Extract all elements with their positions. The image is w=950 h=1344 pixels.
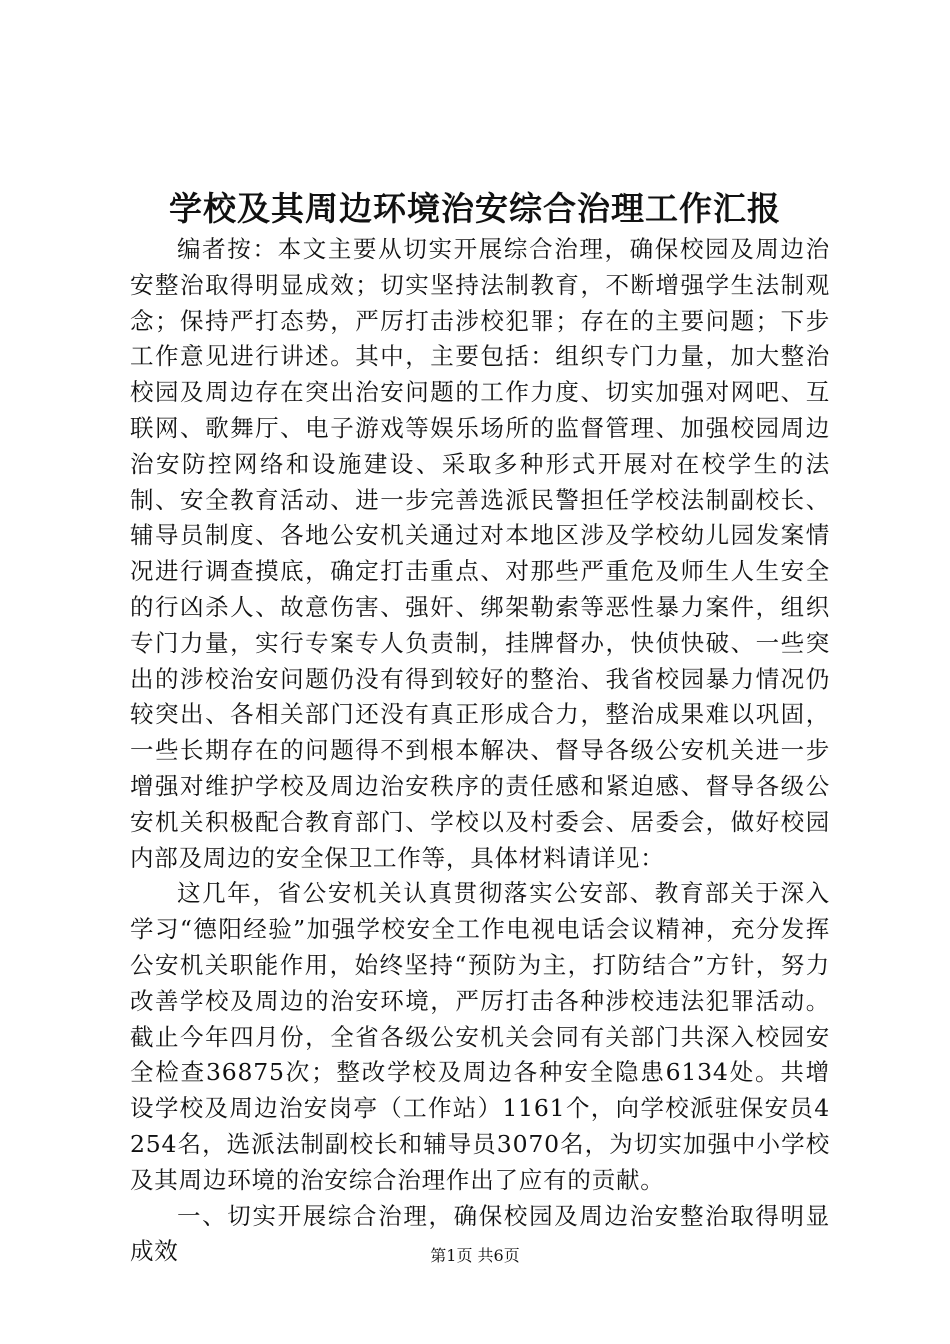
document-title: 学校及其周边环境治安综合治理工作汇报 xyxy=(169,189,781,228)
document-body xyxy=(130,232,830,1270)
section-heading-paragraph: 一、切实开展综合治理，确保校园及周边治安整治取得明显成效 xyxy=(130,1201,830,1266)
intro-paragraph: 这几年，省公安机关认真贯彻落实公安部、教育部关于深入学习“德阳经验”加强学校安全工作电视电话会议精神，充分发挥公安机关职能作用，始终坚持“预防为主，打防结合”方针，努力改善学校及周边的治安环境，严厉打击各种涉校违法犯罪活动。截止今年四月份，全省各级公安机关会同有关部门共深入校园安全检查36875次；整改学校及周边各种安全隐患6134处。共增设学校及周边治安岗亭（工作站）1161个，向学校派驻保安员4254名，选派法制副校长和辅导员3070名，为切实加强中小学校及其周边环境的治安综合治理作出了应有的贡献。 xyxy=(130,879,830,1194)
page-number-footer: 第1页 共6页 xyxy=(430,1246,520,1265)
editor-note-paragraph: 编者按：本文主要从切实开展综合治理，确保校园及周边治安整治取得明显成效；切实坚持法制教育，不断增强学生法制观念；保持严打态势，严厉打击涉校犯罪；存在的主要问题；下步工作意见进行讲述。其中，主要包括：组织专门力量，加大整治校园及周边存在突出治安问题的工作力度、切实加强对网吧、互联网、歌舞厅、电子游戏等娱乐场所的监督管理、加强校园周边治安防控网络和设施建设、采取多种形式开展对在校学生的法制、安全教育活动、进一步完善选派民警担任学校法制副校长、辅导员制度、各地公安机关通过对本地区涉及学校幼儿园发案情况进行调查摸底，确定打击重点、对那些严重危及师生人生安全的行凶杀人、故意伤害、强奸、绑架勒索等恶性暴力案件，组织专门力量，实行专案专人负责制，挂牌督办，快侦快破、一些突出的涉校治安问题仍没有得到较好的整治、我省校园暴力情况仍较突出、各相关部门还没有真正形成合力，整治成果难以巩固，一些长期存在的问题得不到根本解决、督导各级公安机关进一步增强对维护学校及周边治安秩序的责任感和紧迫感、督导各级公安机关积极配合教育部门、学校以及村委会、居委会，做好校园内部及周边的安全保卫工作等，具体材料请详见： xyxy=(130,235,830,872)
